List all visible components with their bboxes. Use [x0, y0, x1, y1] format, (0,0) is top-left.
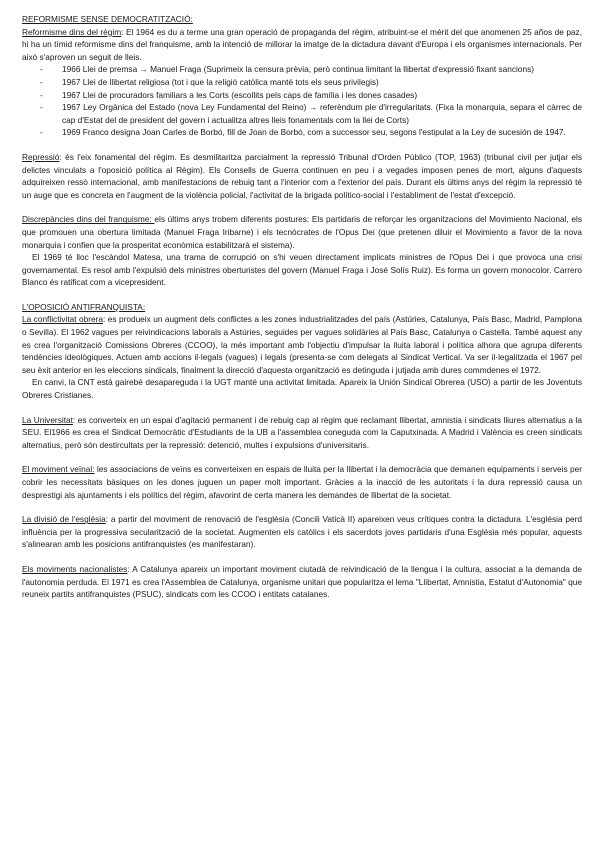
label-reformisme: Reformisme dins del règim	[22, 26, 122, 37]
paragraph-cnt: En canvi, la CNT està gairebé desapareguda i la UGT manté una activitat limitada. Apareix la Unión Sindical Obrerea (USO) a partir de les Joventuts Obreres Cristianes.	[22, 377, 582, 401]
text-veinal: les associacions de veïns es converteixen en espais de lluita per la llibertat i la democràcia que demanen equipaments i serveis per cobrir les necessitats bàsiques on les dones juguen un paper molt important. Gràcies a la inacció de les autoritats i la dura repressió causa un desprestigi als ajuntaments i els polítics del règim, afavorint de certa manera les demandes de llibertat de la societat.	[22, 464, 582, 500]
law-1967-procuradors: 1967 Llei de procuradors familiars a les Corts (escollits pels caps de família i les dones casades)	[62, 89, 418, 100]
law-1969-successor: 1969 Franco designa Joan Carles de Borbó, fill de Joan de Borbó, com a successor seu, segons l'estipulat a la Ley de sucesión de 1947.	[62, 127, 566, 138]
label-repressio: Repressió	[22, 151, 60, 162]
label-universitat: La Universitat	[22, 414, 73, 425]
law-1967-religiosa: 1967 Llei de llibertat religiosa (tot i que la religió catòlica manté tots els seus privilegis)	[62, 76, 379, 87]
text-esglesia: : a partir del moviment de renovació de l'església (Concili Vaticà II) apareixen veus crítiques contra la dictadura. L'església perd influència per la progressiva secularització de la societat. Augmenten els catòlics i els sacerdots joves partidaris d'una Església més popular, aquests s'alinearan amb les posicions antifranquistes (es manifestaran).	[22, 514, 582, 550]
paragraph-veinal	[22, 463, 582, 501]
list-item: - 1967 Llei de procuradors familiars a les Corts (escollits pels caps de família i les dones casades)	[40, 89, 418, 100]
label-conflictivitat: La conflictivitat obrera	[22, 314, 103, 325]
paragraph-nacionalistes	[22, 563, 582, 601]
text-discrepancies: els últims anys trobem diferents postures: Els partidaris de reforçar les organitzacions del Movimiento Nacional, els que promouen una obertura limitada (Manuel Fraga Iribarne) i els tecnòcrates de l'Opus Dei (que pretenen diluir el Movimiento a favor de la nova monarquia i confien que la prosperitat econòmica estabilitzarà el sistema).	[22, 214, 583, 250]
law-1967-organica: 1967 Ley Orgànica del Estado (nova Ley Fundamental del Reino) → referèndum ple d'irregularitats. (Fixa la monarquia, separa el càrrec de cap d'Estat del de president del govern i actualitza altres lleis fonamentals com la llei de Corts)	[62, 102, 582, 125]
list-item: - 1967 Ley Orgànica del Estado (nova Ley Fundamental del Reino) → referèndum ple d'irregularitats. (Fixa la monarquia, separa el càrrec de cap d'Estat del de president del govern i actualitza altres lleis fonamentals com la llei de Corts)	[40, 102, 582, 125]
text-universitat: : es converteix en un espai d'agitació permanent i de rebuig cap al règim que reclamant llibertat, amnistia i sindicats lliures alternatius a la SEU. El1966 es crea el Sindicat Democràtic d'Estudiants de la UB a l'assemblea coneguda com la Caputxinada. A Madrid i València es creen sindicats alternatius, però són destircultats per la repressió: detenció, multes i expulsions d'universitaris.	[22, 414, 582, 450]
paragraph-reformisme	[22, 26, 582, 64]
paragraph-esglesia	[22, 513, 582, 551]
text-conflictivitat: : es produeix un augment dels conflictes a les zones industrialitzades del país (Astúries, Catalunya, País Basc, Madrid, Pamplona o Sevilla). El 1962 vagues per reivindicacions laborals a Astúries, seguides per vagues solidàries al País Basc, Catalunya o Castella. També aquest any es crea l'organització Comissions Obreres (CCOO), la més important amb l'objectiu d'impulsar la lluita laboral i política alhora que agrupa diferents tendències ideològiques. Actuen amb accions il·legals (vagues) i legals (presenta-se com delegats al Sindicat Vertical. Va ser il·legalitzada el 1967 pel seu èxit anterior en les eleccions sindicals, finalment la direcció d'aquesta organització es detinguda i jutjada amb dures commdenes el 1972.	[22, 314, 582, 375]
paragraph-matesa: El 1969 té lloc l'escàndol Matesa, una trama de corrupció on s'hi veuen directament implicats ministres de l'Opus Dei i que provoca una crisi governamental. Es resol amb l'expulsió dels ministres oberturistes del govern (Manuel Fraga i José Solís Ruiz). Es forma un govern monocolor. Carrero Blanco és ratificat com a vicepresident.	[22, 252, 582, 288]
label-nacionalistes: Els moviments nacionalistes	[22, 563, 128, 574]
label-veinal: El moviment veïnal:	[22, 464, 95, 475]
paragraph-universitat	[22, 414, 582, 452]
paragraph-discrepancies	[22, 213, 582, 251]
section-title-oposicio: L'OPOSICIÓ ANTIFRANQUISTA:	[22, 301, 146, 312]
list-item: - 1966 Llei de premsa → Manuel Fraga (Suprimeix la censura prèvia, però continua limitant la llibertat d'expressió fixant sancions)	[40, 64, 534, 75]
section-title-reformisme: REFORMISME SENSE DEMOCRATITZACIÓ:	[22, 14, 193, 24]
text-reformisme: : El 1964 es du a terme una gran operació de propaganda del règim, atribuint-se el mèrit del que anomenen 25 años de paz, hi ha un tímid reformisme dins del franquisme, amb la intenció de millorar la imatge de la dictadura davant d'Europa i els organismes internacionals. Per això s'aproven un seguit de lleis.	[22, 26, 583, 62]
law-1966: 1966 Llei de premsa → Manuel Fraga (Suprimeix la censura prèvia, però continua limitant la llibertat d'expressió fixant sancions)	[62, 64, 534, 75]
text-repressio: : és l'eix fonamental del règim. Es desmilitaritza parcialment la repressió Tribunal d'Orden Público (TOP, 1963) (tribunal civil per jutjar els delictes vinculats a l'oposició política al Règim). Els Consells de Guerra continuen en peu i a vegades imposen penes de mort, alguns d'aquests adquireixen ressò internacional, amb manifestacions de rebuig tant a l'interior com a l'exterior del país. Durant els últims anys del règim la repressió té un auge que es concreta en l'augment de la violència policial, l'activitat de la brigada político-social i l'establiment de l'estat d'excepció.	[22, 151, 582, 200]
list-item: - 1967 Llei de llibertat religiosa (tot i que la religió catòlica manté tots els seus privilegis)	[40, 76, 379, 87]
label-discrepancies: Discrepàncies dins del franquisme:	[22, 214, 155, 225]
label-esglesia: La divisió de l'església	[22, 514, 106, 525]
text-nacionalistes: : A Catalunya apareix un important moviment ciutadà de reivindicació de la llengua i la cultura, associat a la demanda de l'autonomia perduda. El 1971 es crea l'Assemblea de Catalunya, organisme unitari que popularitza el lema "Llibertat, Amnistia, Estatut d'Autonomia" que reuneix partits antifranquistes (PSUC), sindicats com les CCOO i entitats catalanes.	[22, 563, 582, 600]
list-item: - 1969 Franco designa Joan Carles de Borbó, fill de Joan de Borbó, com a successor seu, segons l'estipulat a la Ley de sucesión de 1947.	[40, 127, 566, 138]
paragraph-repressio	[22, 151, 582, 201]
laws-list	[22, 63, 582, 139]
paragraph-conflictivitat	[22, 313, 582, 376]
